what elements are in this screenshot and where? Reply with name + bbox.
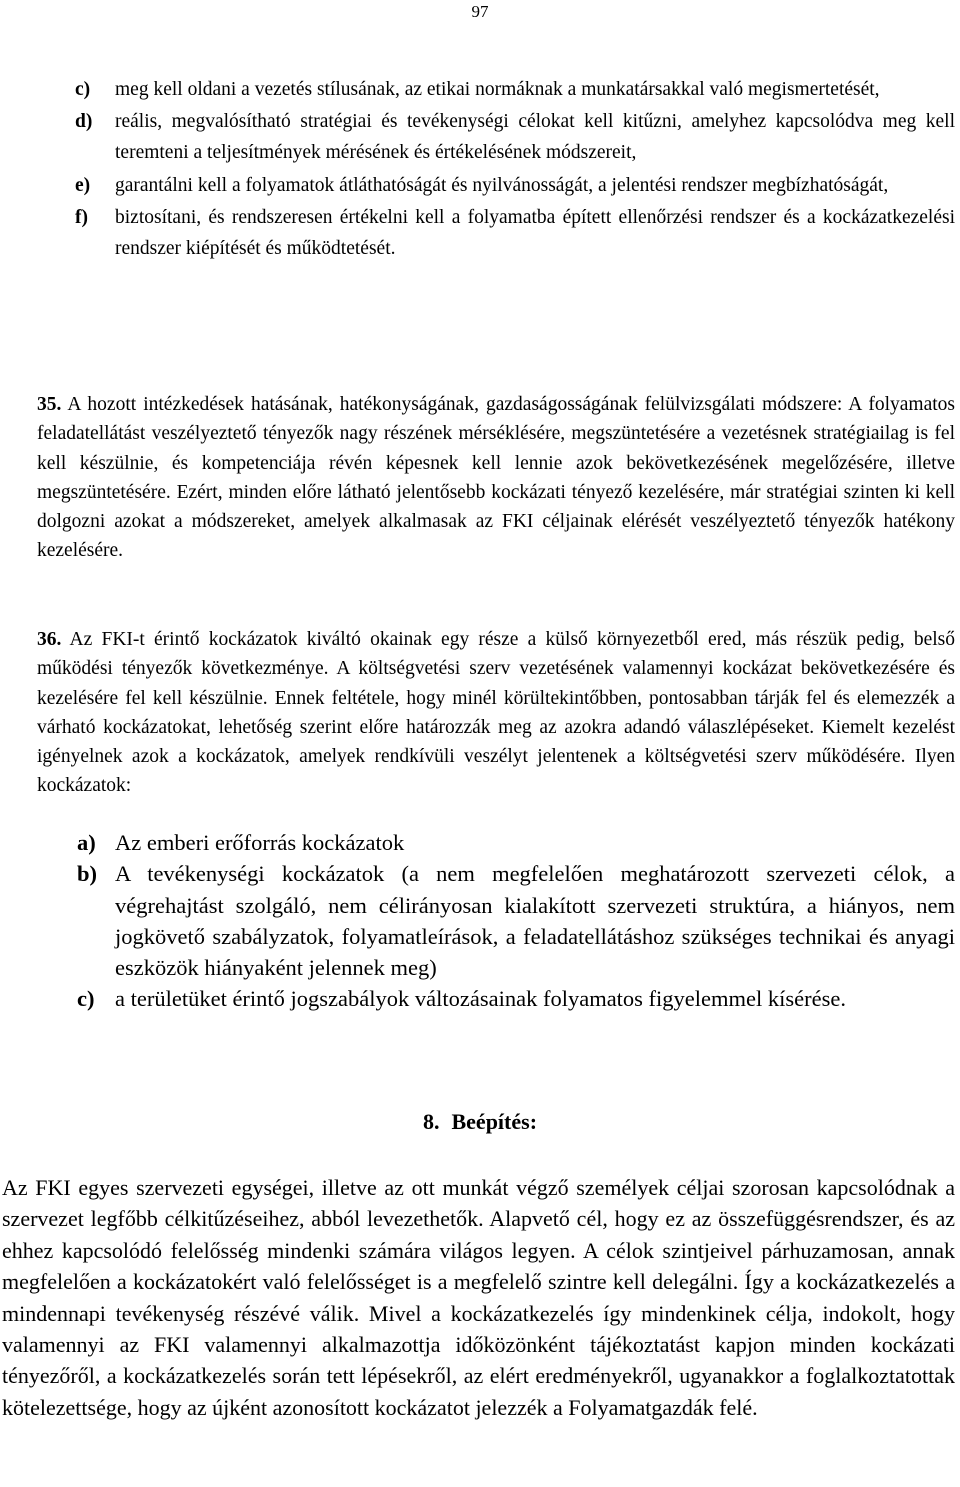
paragraph-number: 35. (37, 394, 62, 415)
final-paragraph: Az FKI egyes szervezeti egységei, illetve az ott munkát végző személyek céljai szorosan kapcsolódnak a szervezet legfőbb célkitűzéseihez, abból levezethetők. Alapvető cél, hogy ez az összefüggésrendszer, és az ehhez kapcsolódó felelősség mindenki számára világos legyen. A célok szintjeivel párhuzamosan, annak megfelelően a kockázatokért való felelősséget is a megfelelő szintre kell delegálni. Így a kockázatkezelés a mindennapi tevékenység részévé válik. Mivel a kockázatkezelés így mindenkinek célja, indokolt, hogy valamennyi az FKI valamennyi alkalmazottja időközönként tájékoztatást kapjon minden kockázati tényezőről, a kockázatkezelés során tett lépésekről, az elért eredményekről, ugyanakkor a foglalkoztatottak kötelezettsége, hogy az újként azonosított kockázatot jelezzék a Folyamatgazdák felé. (2, 1175, 955, 1420)
list-item (75, 170, 955, 201)
list-item-text: reális, megvalósítható stratégiai és tevékenységi célokat kell kitűzni, amelyhez kapcsolódva meg kell teremteni a teljesítmények mérésének és értékelésének módszereit, (115, 111, 955, 164)
page-number: 97 (471, 2, 489, 21)
paragraph-text: Az FKI-t érintő kockázatok kiváltó okainak egy része a külső környezetből ered, más részük pedig, belső működési tényezők következménye. A költségvetési szerv vezetésének valamennyi kockázat bekövetkezésére és kezelésére fel kell készülnie. Ennek feltétele, hogy minél körültekintőbben, pontosabban tárják fel és elemezzék a várható kockázatokat, lehetőség szerint előre határozzák meg az azokra adandó válaszlépéseket. Kiemelt kezelést igényelnek azok a kockázatok, amelyek rendkívüli veszélyt jelentenek a költségvetési szerv működésére. Ilyen kockázatok: (37, 629, 955, 797)
section-number: 8. (422, 1109, 440, 1134)
list-item (75, 74, 955, 105)
list-item (75, 202, 955, 264)
list-item-label: d) (75, 111, 93, 133)
list-item (77, 827, 955, 858)
list-item-text: Az emberi erőforrás kockázatok (115, 830, 405, 855)
list-item-text: garantálni kell a folyamatok átláthatóságát és nyilvánosságát, a jelentési rendszer megbízhatóságát, (115, 174, 889, 196)
list-item-text: a területüket érintő jogszabályok változásainak folyamatos figyelemmel kísérése. (115, 986, 846, 1012)
list-item-label: e) (75, 174, 91, 196)
list-item-text: biztosítani, és rendszeresen értékelni kell a folyamatba épített ellenőrzési rendszer és a kockázatkezelési rendszer kiépítését és működtetését. (115, 206, 955, 260)
section-heading (0, 1109, 960, 1135)
list-item-label: c) (75, 79, 91, 100)
list-item (77, 983, 955, 1014)
list-item-label: c) (77, 986, 95, 1012)
list-item-text: meg kell oldani a vezetés stílusának, az etikai normáknak a munkatársakkal való megismertetését, (115, 79, 880, 100)
list-item-label: f) (75, 206, 88, 228)
paragraph-35 (37, 390, 955, 566)
section-title: Beépítés: (451, 1109, 538, 1134)
paragraph-36 (37, 625, 955, 801)
list-item (77, 858, 955, 983)
duties-list (75, 74, 955, 265)
paragraph-text: A hozott intézkedések hatásának, hatékonyságának, gazdaságosságának felülvizsgálati módszere: A folyamatos feladatellátást veszélyeztető tényezők nagy részének mérséklésére, megszüntetésére a vezetésnek stratégiailag is fel kell készülnie, és kompetenciája révén képesnek kell lennie azok bekövetkezésének megelőzésére, illetve megszüntetésére. Ezért, minden előre látható jelentősebb kockázati tényező kezelésére, már stratégiai szinten ki kell dolgozni azokat a módszereket, amelyek alkalmasak az FKI céljainak elérését veszélyeztető tényezők hatékony kezelésére. (37, 394, 955, 562)
paragraph-number: 36. (37, 629, 62, 650)
list-item-label: a) (77, 830, 96, 855)
list-item (75, 106, 955, 168)
risk-list (77, 827, 955, 1015)
list-item-label: b) (77, 861, 98, 887)
list-item-text: A tevékenységi kockázatok (a nem megfelelően meghatározott szervezeti célok, a végrehajtást szolgáló, nem célirányosan kialakított szervezeti struktúra, a hiányos, nem jogkövető szabályzatok, folyamatleírások, a feladatellátáshoz szükséges technikai és anyagi eszközök hiányaként jelennek meg) (115, 861, 955, 981)
